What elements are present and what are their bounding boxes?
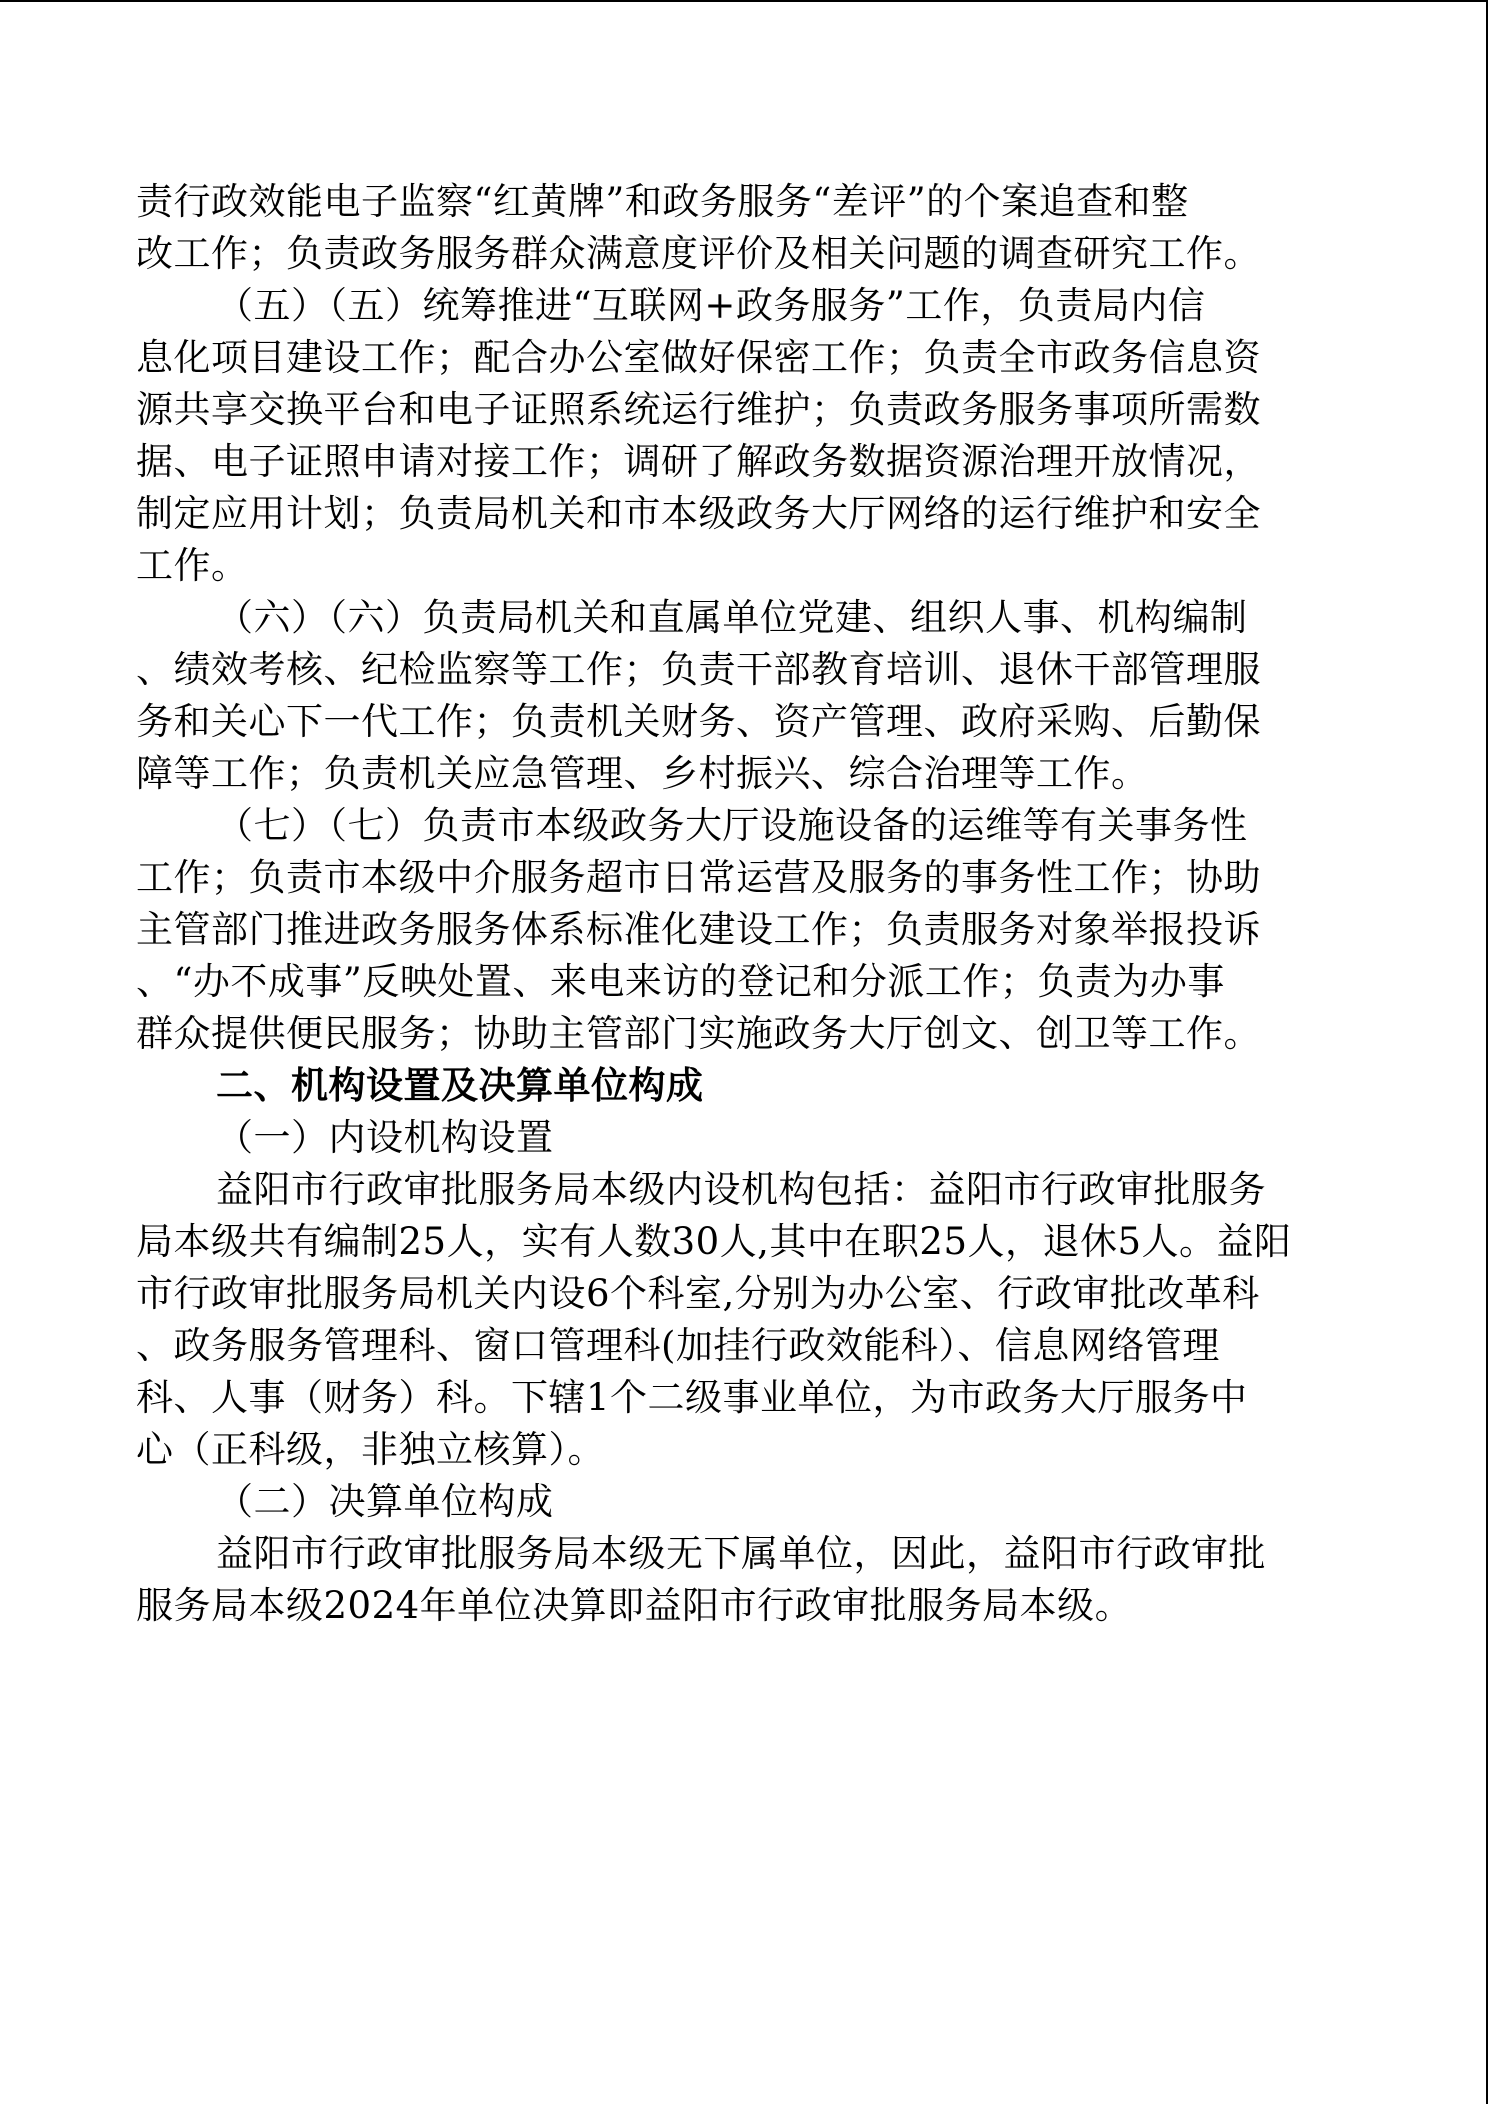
text-line: 改工作；负责政务服务群众满意度评价及相关问题的调查研究工作。 [136, 232, 1261, 275]
text-line: 据、电子证照申请对接工作；调研了解政务数据资源治理开放情况， [136, 440, 1261, 483]
text-line: （五）（五）统筹推进“互联网+政务服务”工作，负责局内信 [216, 284, 1206, 327]
text-line: 、政务服务管理科、窗口管理科(加挂行政效能科）、信息网络管理 [136, 1324, 1220, 1367]
text-line: 、“办不成事”反映处置、来电来访的登记和分派工作；负责为办事 [136, 960, 1225, 1003]
text-line: 息化项目建设工作；配合办公室做好保密工作；负责全市政务信息资 [136, 336, 1261, 379]
text-line: 工作；负责市本级中介服务超市日常运营及服务的事务性工作；协助 [136, 856, 1261, 899]
page-border-top [0, 0, 1488, 2]
text-line: 益阳市行政审批服务局本级无下属单位，因此，益阳市行政审批 [216, 1532, 1266, 1575]
text-line: 市行政审批服务局机关内设6个科室,分别为办公室、行政审批改革科 [136, 1272, 1260, 1315]
text-line: 群众提供便民服务；协助主管部门实施政务大厅创文、创卫等工作。 [136, 1012, 1261, 1055]
text-line: 服务局本级2024年单位决算即益阳市行政审批服务局本级。 [136, 1584, 1133, 1627]
text-line: 心（正科级，非独立核算）。 [136, 1428, 605, 1471]
text-line: 工作。 [136, 544, 249, 587]
text-line: 责行政效能电子监察“红黄牌”和政务服务“差评”的个案追查和整 [136, 180, 1189, 223]
text-line: 主管部门推进政务服务体系标准化建设工作；负责服务对象举报投诉 [136, 908, 1261, 951]
text-line: 务和关心下一代工作；负责机关财务、资产管理、政府采购、后勤保 [136, 700, 1261, 743]
text-line: 源共享交换平台和电子证照系统运行维护；负责政务服务事项所需数 [136, 388, 1261, 431]
text-line: 局本级共有编制25人，实有人数30人,其中在职25人，退休5人。益阳 [136, 1220, 1292, 1263]
text-line: （六）（六）负责局机关和直属单位党建、组织人事、机构编制 [216, 596, 1248, 639]
document-body [136, 176, 1336, 1632]
text-line: 科、人事（财务）科。下辖1个二级事业单位，为市政务大厅服务中 [136, 1376, 1248, 1419]
subsection-heading: （二）决算单位构成 [216, 1480, 554, 1523]
section-heading: 二、机构设置及决算单位构成 [216, 1064, 704, 1107]
text-line: 、绩效考核、纪检监察等工作；负责干部教育培训、退休干部管理服 [136, 648, 1261, 691]
subsection-heading: （一）内设机构设置 [216, 1116, 554, 1159]
text-line: 益阳市行政审批服务局本级内设机构包括：益阳市行政审批服务 [216, 1168, 1266, 1211]
text-line: 制定应用计划；负责局机关和市本级政务大厅网络的运行维护和安全 [136, 492, 1261, 535]
text-line: 障等工作；负责机关应急管理、乡村振兴、综合治理等工作。 [136, 752, 1149, 795]
text-line: （七）（七）负责市本级政务大厅设施设备的运维等有关事务性 [216, 804, 1248, 847]
